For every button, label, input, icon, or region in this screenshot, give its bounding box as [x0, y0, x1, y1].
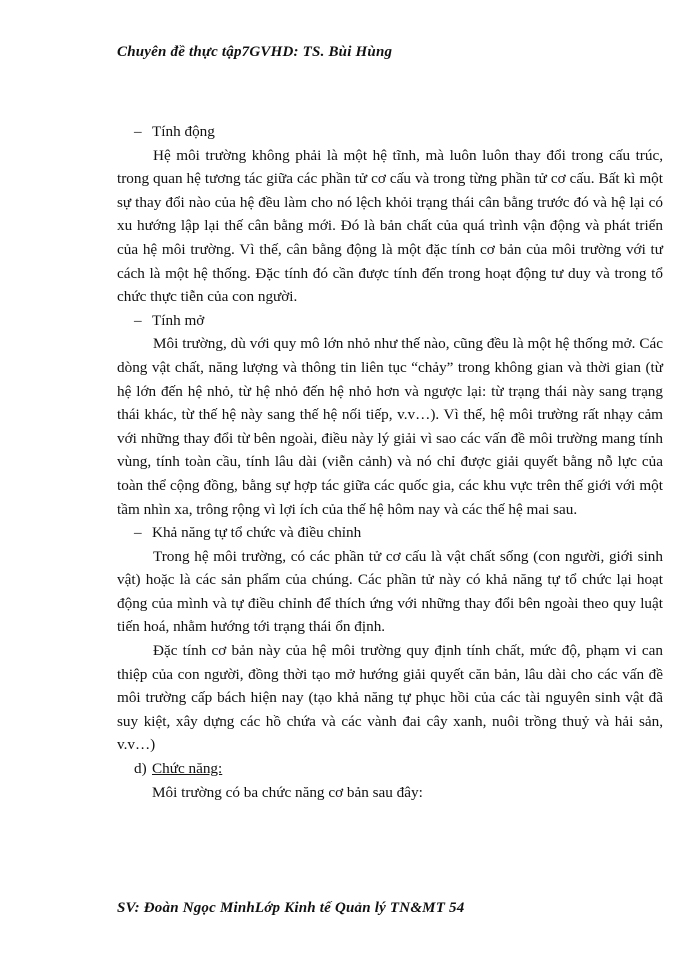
- dash-bullet: –: [134, 311, 142, 329]
- paragraph-self-organization-1: Trong hệ môi trường, có các phần tử cơ cấu là vật chất sống (con người, giới sinh vật) hoặc là các sản phẩm của chúng. Các phần tử này có khả năng tự tổ chức lại hoạt động của mình và tự điều chỉnh để thích ứng với những thay đổi bên ngoài theo quy luật tiến hoá, nhằm hướng tới trạng thái ổn định.: [117, 547, 663, 636]
- heading-text: Khả năng tự tổ chức và điều chỉnh: [152, 524, 362, 542]
- heading-text: Tính động: [152, 123, 215, 140]
- paragraph-dynamic: Hệ môi trường không phải là một hệ tĩnh, mà luôn luôn thay đổi trong cấu trúc, trong quan hệ tương tác giữa các phần tử cơ cấu và trong từng phần tử cơ cấu. Bất kì một sự thay đổi nào của hệ đều làm cho nó lệch khỏi trạng thái cân bằng trước đó và hệ lại có xu hướng lập lại thế cân bằng mới. Đó là bản chất của quá trình vận động và phát triển của hệ môi trường. Vì thế, cân bằng động là một đặc tính cơ bản của môi trường với tư cách là một hệ thống. Đặc tính đó cần được tính đến trong hoạt động tư duy và trong tổ chức thực tiễn của con người.: [117, 146, 663, 306]
- document-body: [117, 120, 663, 804]
- section-heading-open: [117, 309, 663, 333]
- heading-text: Tính mở: [152, 311, 205, 329]
- section-heading-dynamic: [117, 120, 663, 144]
- list-letter: d): [134, 760, 147, 778]
- page-header: Chuyên đề thực tập7GVHD: TS. Bùi Hùng: [117, 44, 393, 60]
- page-footer: SV: Đoàn Ngọc MinhLớp Kinh tế Quản lý TN&MT 54: [117, 900, 465, 916]
- heading-text: Chức năng:: [152, 760, 223, 778]
- paragraph-self-organization-2: Đặc tính cơ bản này của hệ môi trường quy định tính chất, mức độ, phạm vi can thiệp của con người, đồng thời tạo mở hướng giải quyết căn bản, lâu dài cho các vấn đề môi trường cấp bách hiện nay (tạo khả năng tự phục hồi của các tài nguyên sinh vật đã suy kiệt, xây dựng các hồ chứa và các vành đai cây xanh, nuôi trồng thuỷ và hải sản, v.v…): [117, 642, 663, 754]
- section-heading-self-organization: [117, 521, 663, 545]
- section-heading-functions: [117, 757, 663, 781]
- dash-bullet: –: [134, 123, 142, 140]
- paragraph-functions: Môi trường có ba chức năng cơ bản sau đây:: [152, 783, 423, 801]
- dash-bullet: –: [134, 524, 142, 542]
- paragraph-open: Môi trường, dù với quy mô lớn nhỏ như thế nào, cũng đều là một hệ thống mở. Các dòng vật chất, năng lượng và thông tin liên tục “chảy” trong không gian và thời gian (từ hệ lớn đến hệ nhỏ, từ hệ nhỏ đến hệ nhỏ hơn và ngược lại: từ trạng thái này sang trạng thái khác, từ thế hệ này sang thế hệ nối tiếp, v.v…). Vì thế, hệ môi trường rất nhạy cảm với những thay đổi từ bên ngoài, điều này lý giải vì sao các vấn đề môi trường mang tính vùng, tính toàn cầu, tính lâu dài (viễn cảnh) và nó chỉ được giải quyết bằng nỗ lực của toàn thể cộng đồng, bằng sự hợp tác giữa các quốc gia, các khu vực trên thế giới với một tầm nhìn xa, trông rộng vì lợi ích của thế hệ hôm nay và các thế hệ mai sau.: [117, 335, 663, 518]
